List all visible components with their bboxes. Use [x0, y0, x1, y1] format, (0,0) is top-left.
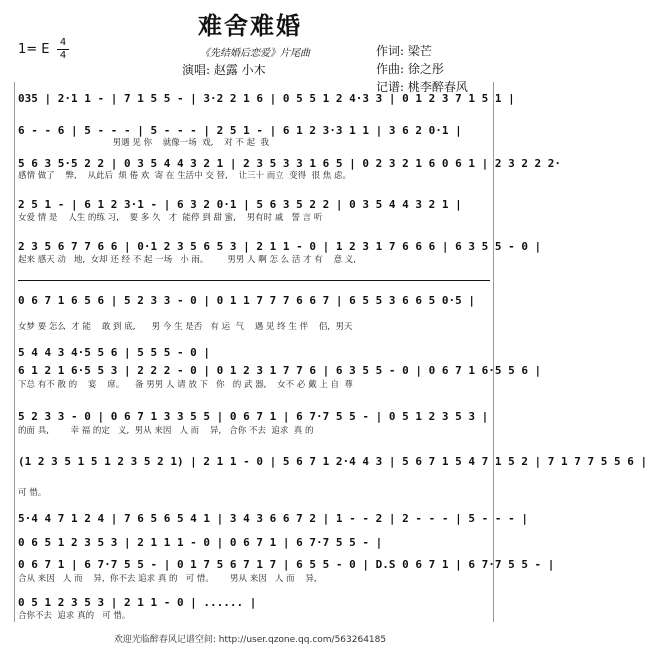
system-3-notes: 5 6 3 5·5 2 2 | 0 3 5 4 4 3 2 1 | 2 3 5 3 3 1 6 5 | 0 2 3 2 1 6 0 6 1 | 2 3 2 2 2·: [18, 157, 562, 170]
song-title: 难舍难婚: [198, 11, 302, 40]
system-13-lyrics: 合从 来因 人 而 异, 你不去 追求 真 的 可 惜。 男从 来因 人 而 异,: [18, 574, 317, 584]
system-6-notes: 0 6 7 1 6 5 6 | 5 2 3 3 - 0 | 0 1 1 7 7 7 6 6 7 | 6 5 5 3 6 6 5 0·5 |: [18, 294, 475, 307]
system-7-notes: 5 4 4 3 4·5 5 6 | 5 5 5 - 0 |: [18, 346, 211, 359]
time-signature: [57, 38, 69, 61]
key-signature: 1= E: [18, 42, 50, 57]
system-5-lyrics: 起来 感天 动 地, 女却 还 经 不 起 一场 小 雨。 男男 人 啊 怎 么 活 才 有 意 义,: [18, 255, 356, 265]
system-10-notes: (1 2 3 5 1 5 1 2 3 5 2 1) | 2 1 1 - 0 | 5 6 7 1 2·4 4 3 | 5 6 7 1 5 4 7 1 5 2 | 7 1 7 7 5 5 6 |: [18, 455, 647, 468]
system-13-notes: 0 6 7 1 | 6 7·7 5 5 - | 0 1 7 5 6 7 1 7 | 6 5 5 - 0 | D.S 0 6 7 1 | 6 7·7 5 5 - |: [18, 558, 555, 571]
system-9-lyrics: 的面 具, 幸 福 的定 义, 男从 来因 人 而 异, 合你 不去 追求 真 的: [18, 426, 314, 436]
lyricist: 作词: 梁芒: [376, 44, 432, 58]
system-14-lyrics: 合你不去 追求 真的 可 惜。: [18, 611, 131, 621]
system-12-notes: 0 6 5 1 2 3 5 3 | 2 1 1 1 - 0 | 0 6 7 1 | 6 7·7 5 5 - |: [18, 536, 383, 549]
system-10-lyrics: 可 惜。: [18, 488, 47, 498]
system-8-notes: 6 1 2 1 6·5 5 3 | 2 2 2 - 0 | 0 1 2 3 1 7 7 6 | 6 3 5 5 - 0 | 0 6 7 1 6·5 5 6 |: [18, 364, 542, 377]
system-14-notes: 0 5 1 2 3 5 3 | 2 1 1 - 0 | ...... |: [18, 596, 257, 609]
section-divider: [18, 280, 490, 281]
system-3-lyrics: 感情 做了 弊, 从此后 烦 倦 欢 寄 在 生活中 交 替, 让三十 而立 变得 很 焦 虑。: [18, 171, 351, 181]
credits: [376, 42, 468, 96]
system-9-notes: 5 2 3 3 - 0 | 0 6 7 1 3 3 5 5 | 0 6 7 1 | 6 7·7 5 5 - | 0 5 1 2 3 5 3 |: [18, 410, 489, 423]
system-2-lyrics: 男遇 见 你 就像一场 戏, 对 不 起 我: [18, 138, 270, 148]
footer-note: 欢迎光临醉春风记谱空间: http://user.qzone.qq.com/563264185: [113, 635, 387, 645]
composer: 作曲: 徐之彤: [376, 62, 444, 76]
system-6-lyrics: 女梦 要 怎么 才 能 敢 到 底, 男 今 生 是否 有 运 气 遇 见 终 生 伴 侣, 男天: [18, 322, 353, 332]
transcriber: 记谱: 桃李醉春风: [376, 80, 468, 94]
system-8-lyrics: 下总 有不 散 的 宴 席。 备 男男 人 请 放 下 你 的 武 器, 女不 必 戴 上 自 尊: [18, 380, 353, 390]
system-11-notes: 5·4 4 7 1 2 4 | 7 6 5 6 5 4 1 | 3 4 3 6 6 7 2 | 1 - - 2 | 2 - - - | 5 - - - |: [18, 512, 528, 525]
system-1-notes: 035 | 2·1 1 - | 7 1 5 5 - | 3·2 2 1 6 | 0 5 5 1 2 4·3 3 | 0 1 2 3 7 1 5 1 |: [18, 92, 515, 105]
singers: 演唱: 赵露 小木: [182, 63, 266, 77]
meter-top: 4: [59, 37, 67, 48]
system-4-notes: 2 5 1 - | 6 1 2 3·1 - | 6 3 2 0·1 | 5 6 3 5 2 2 | 0 3 5 4 4 3 2 1 |: [18, 198, 462, 211]
system-5-notes: 2 3 5 6 7 7 6 6 | 0·1 2 3 5 6 5 3 | 2 1 1 - 0 | 1 2 3 1 7 6 6 6 | 6 3 5 5 - 0 |: [18, 240, 542, 253]
system-4-lyrics: 女爱 情 是 人生 的练 习, 要 多 久 才 能停 到 甜 蜜, 男有时 戚 誓 言 听: [18, 213, 323, 223]
song-subtitle: 《先结婚后恋爱》片尾曲: [200, 48, 310, 59]
meter-bottom: 4: [59, 50, 67, 61]
system-2-notes: 6 - - 6 | 5 - - - | 5 - - - | 2 5 1 - | 6 1 2 3·3 1 1 | 3 6 2 0·1 |: [18, 124, 462, 137]
